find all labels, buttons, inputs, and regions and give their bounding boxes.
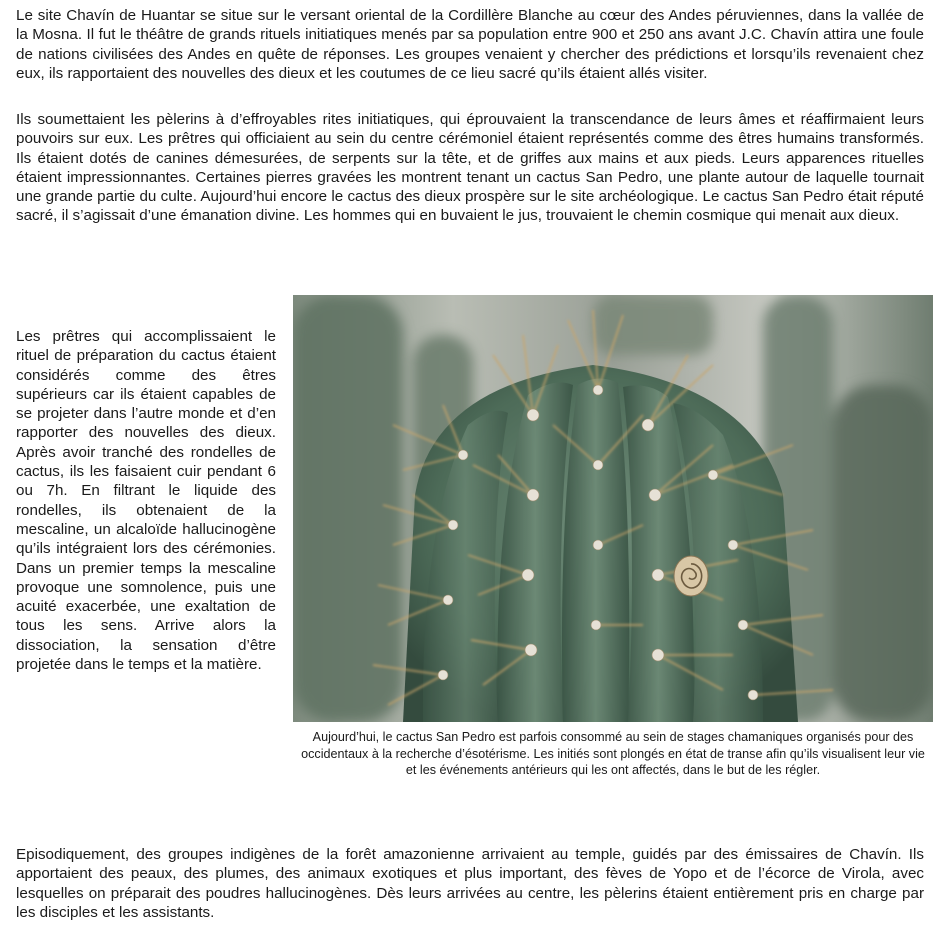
snail-shell	[674, 556, 708, 596]
photo-caption: Aujourd’hui, le cactus San Pedro est parfois consommé au sein de stages chamaniques organisés pour des occidentaux à la recherche d’ésotérisme. Les initiés sont plongés en état de transe afin qu’ils visualisent leur vie et les événements antérieurs qui les ont affectés, dans le but de les régler.	[301, 730, 925, 778]
amazon-groups-paragraph: Episodiquement, des groupes indigènes de la forêt amazonienne arrivaient au temple, guidés par des émissaires de Chavín. Ils apportaient des peaux, des plumes, des animaux exotiques et plus important, des fèves de Yopo et de l’écorce de Virola, avec lesquelles on préparait des poudres hallucinogènes. Dès leurs arrivées au centre, les pèlerins étaient entièrement pris en charge par les disciples et les assistants.	[16, 846, 924, 921]
intro-paragraph: Le site Chavín de Huantar se situe sur le versant oriental de la Cordillère Blanche au cœur des Andes péruviennes, dans la vallée de la Mosna. Il fut le théâtre de grands rituels initiatiques menés par sa population entre 900 et 250 ans avant J.C. Chavín attira une foule de nations civilisées des Andes en quête de réponses. Les groupes venaient y chercher des prédictions et lorsqu’ils revenaient chez eux, ils rapportaient des nouvelles des dieux et les coutumes de ce lieu sacré qu’ils étaient allés visiter.	[16, 7, 924, 82]
rites-paragraph: Ils soumettaient les pèlerins à d’effroyables rites initiatiques, qui éprouvaient la transcendance de leurs âmes et réaffirmaient leurs pouvoirs sur eux. Les prêtres qui officiaient au sein du centre cérémoniel étaient représentés comme des êtres humains transformés. Ils étaient dotés de canines démesurées, de serpents sur la tête, et de griffes aux mains et aux pieds. Leurs apparences rituelles étaient impressionnantes. Certaines pierres gravées les montrent tenant un cactus San Pedro, une plante autour de laquelle tournait une grande partie du culte. Aujourd’hui encore le cactus des dieux prospère sur le site archéologique. Le cactus San Pedro était réputé sacré, il s’agissait d’une émanation divine. Les hommes qui en buvaient le jus, trouvaient le chemin cosmique qui menait aux dieux.	[16, 111, 924, 225]
san-pedro-cactus-photo	[293, 295, 933, 722]
preparation-paragraph: Les prêtres qui accomplissaient le rituel de préparation du cactus étaient considérés comme des êtres supérieurs car ils étaient capables de se projeter dans l’autre monde et d’en rapporter des nouvelles des dieux. Après avoir tranché des rondelles de cactus, ils les faisaient cuir pendant 6 ou 7h. En filtrant le liquide des rondelles, ils obtenaient de la mescaline, un alcaloïde hallucinogène qu’ils intégraient lors des cérémonies. Dans un premier temps la mescaline provoque une somnolence, puis une acuité exacerbée, une exaltation de tous les sens. Arrive alors la dissociation, la sensation d’être projetée dans le temps et la matière.	[16, 328, 276, 674]
